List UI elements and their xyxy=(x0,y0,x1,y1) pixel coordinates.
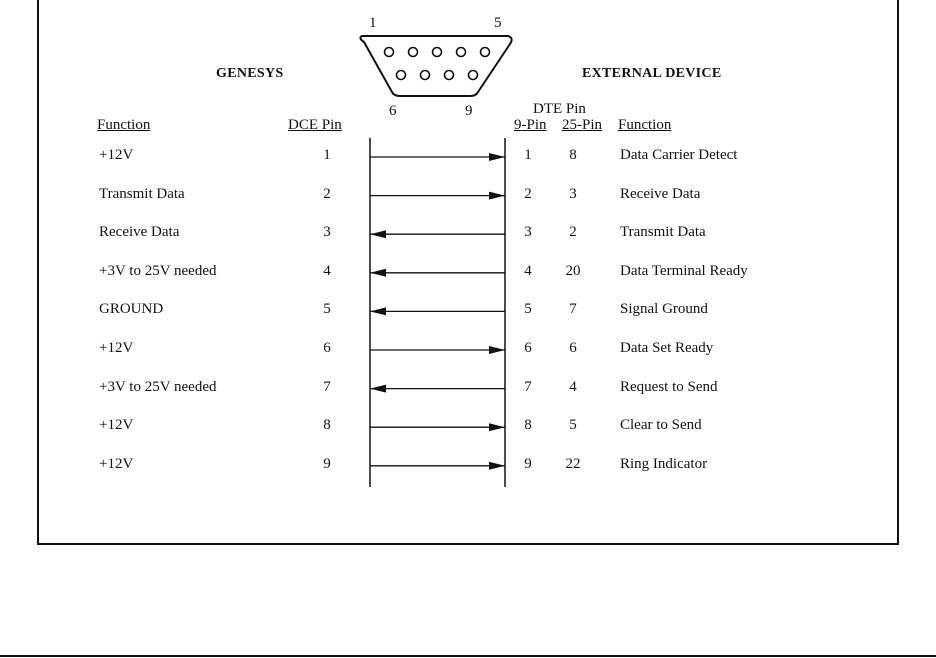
row-dce-pin: 9 xyxy=(323,455,331,472)
header-right-function: Function xyxy=(618,117,672,133)
row-left-function: +3V to 25V needed xyxy=(99,378,217,395)
arrow-right-icon xyxy=(489,192,505,200)
row-dce-pin: 2 xyxy=(323,185,331,202)
header-left-function: Function xyxy=(97,117,151,133)
arrow-left-icon xyxy=(370,269,386,277)
connector-pin xyxy=(469,71,478,80)
row-dce-pin: 3 xyxy=(323,224,331,241)
row-left-function: Receive Data xyxy=(99,224,180,241)
row-dte-25pin: 22 xyxy=(565,455,581,472)
row-left-function: +3V to 25V needed xyxy=(99,262,217,279)
arrow-right-icon xyxy=(489,153,505,161)
row-right-function: Data Set Ready xyxy=(620,340,714,356)
db9-connector-outline xyxy=(360,36,511,96)
row-dte-25pin: 3 xyxy=(569,185,577,202)
arrow-right-icon xyxy=(489,423,505,431)
page-bottom-rule xyxy=(0,655,936,657)
header-dce-pin: DCE Pin xyxy=(288,117,342,133)
row-left-function: +12V xyxy=(99,455,134,472)
row-dte-9pin: 8 xyxy=(524,417,532,434)
connector-pin xyxy=(433,48,442,57)
right-device-title: EXTERNAL DEVICE xyxy=(582,66,722,81)
row-dte-9pin: 4 xyxy=(524,262,532,279)
connector-pin xyxy=(409,48,418,57)
row-left-function: +12V xyxy=(99,340,134,356)
arrow-right-icon xyxy=(489,462,505,470)
row-right-function: Signal Ground xyxy=(620,301,708,318)
row-dce-pin: 8 xyxy=(323,417,331,434)
row-dte-25pin: 4 xyxy=(569,378,577,395)
row-right-function: Request to Send xyxy=(620,378,718,395)
row-left-function: +12V xyxy=(99,417,134,434)
row-dte-9pin: 2 xyxy=(524,185,532,202)
row-right-function: Data Terminal Ready xyxy=(620,262,748,279)
arrow-left-icon xyxy=(370,385,386,393)
header-25-pin: 25-Pin xyxy=(562,117,603,133)
row-dte-25pin: 20 xyxy=(565,262,581,279)
row-right-function: Data Carrier Detect xyxy=(620,147,738,163)
row-dte-25pin: 2 xyxy=(569,224,577,241)
row-dce-pin: 6 xyxy=(323,340,331,356)
connector-label-pin-9: 9 xyxy=(465,103,473,119)
row-left-function: Transmit Data xyxy=(99,185,185,202)
row-right-function: Receive Data xyxy=(620,185,701,202)
connector-pin xyxy=(457,48,466,57)
connector-label-pin-5: 5 xyxy=(494,15,502,31)
row-dte-9pin: 1 xyxy=(524,147,532,163)
connector-pin xyxy=(421,71,430,80)
row-dte-9pin: 7 xyxy=(524,378,532,395)
row-dce-pin: 7 xyxy=(323,378,331,395)
row-dte-9pin: 9 xyxy=(524,455,532,472)
row-dce-pin: 5 xyxy=(323,301,331,318)
connector-label-pin-1: 1 xyxy=(369,15,377,31)
row-left-function: +12V xyxy=(99,147,134,163)
row-right-function: Ring Indicator xyxy=(620,455,708,472)
row-dte-25pin: 8 xyxy=(569,147,577,163)
row-dte-25pin: 6 xyxy=(569,340,577,356)
header-9-pin: 9-Pin xyxy=(514,117,547,133)
arrow-left-icon xyxy=(370,230,386,238)
row-right-function: Transmit Data xyxy=(620,224,706,241)
left-device-title: GENESYS xyxy=(216,66,284,81)
connector-pin xyxy=(385,48,394,57)
connector-label-pin-6: 6 xyxy=(389,103,397,119)
row-dte-25pin: 5 xyxy=(569,417,577,434)
row-dte-9pin: 5 xyxy=(524,301,532,318)
row-right-function: Clear to Send xyxy=(620,417,702,434)
row-dce-pin: 1 xyxy=(323,147,331,163)
row-left-function: GROUND xyxy=(99,301,164,318)
row-dte-9pin: 6 xyxy=(524,340,532,356)
connector-pin xyxy=(445,71,454,80)
row-dce-pin: 4 xyxy=(323,262,331,279)
connector-pin xyxy=(481,48,490,57)
row-dte-25pin: 7 xyxy=(569,301,577,318)
row-dte-9pin: 3 xyxy=(524,224,532,241)
arrow-right-icon xyxy=(489,346,505,354)
connector-pin xyxy=(397,71,406,80)
header-dte-pin: DTE Pin xyxy=(533,101,586,117)
arrow-left-icon xyxy=(370,307,386,315)
